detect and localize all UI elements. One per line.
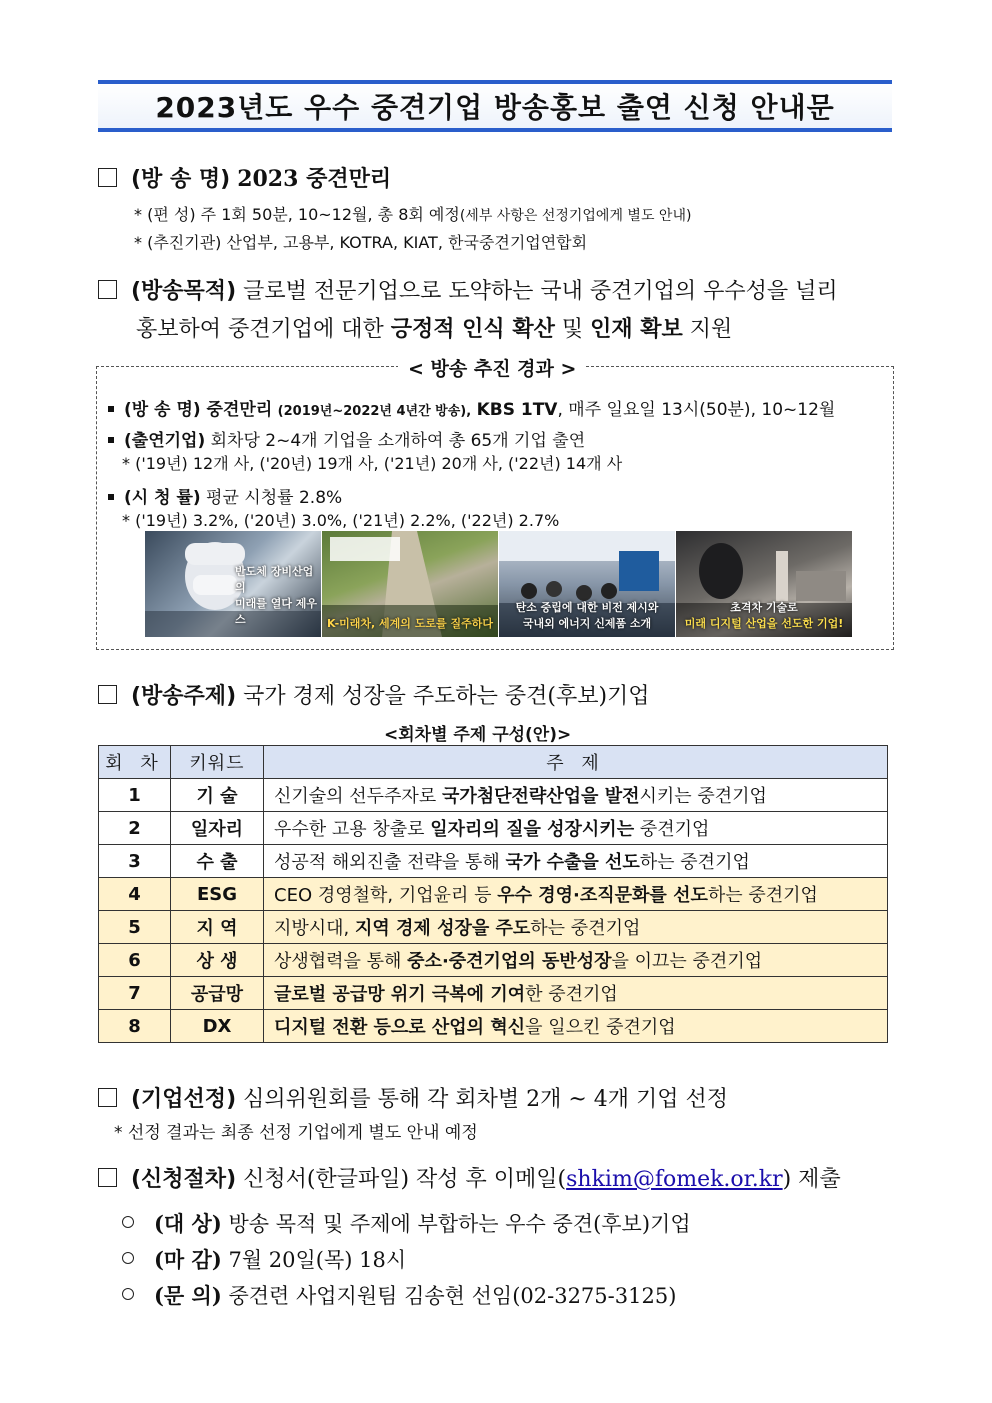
square-bullet-icon: [108, 406, 114, 412]
row-episode: 4: [99, 878, 171, 911]
section-purpose: (방송목적) 글로벌 전문기업으로 도약하는 국내 중견기업의 우수성을 널리: [98, 274, 838, 305]
table-row: [99, 944, 888, 977]
topic-table: [98, 745, 888, 1043]
row-keyword: ESG: [171, 878, 264, 911]
table-row: [99, 812, 888, 845]
circle-bullet-icon: [122, 1216, 134, 1228]
row-topic: 성공적 해외진출 전략을 통해 국가 수출을 선도하는 중견기업: [264, 845, 888, 878]
square-bullet-icon: [108, 437, 114, 443]
broadcast-thumbnail-1: 반도체 장비산업의 미래를 열다 제우스: [145, 531, 321, 637]
row-topic: 신기술의 선두주자로 국가첨단전략산업을 발전시키는 중견기업: [264, 779, 888, 812]
apply-contact: (문 의) 중견련 사업지원팀 김송현 선임(02-3275-3125): [122, 1280, 676, 1310]
table-row: [99, 779, 888, 812]
row-episode: 8: [99, 1010, 171, 1043]
history-companies-detail: * ('19년) 12개 사, ('20년) 19개 사, ('21년) 20개 사, ('22년) 14개 사: [122, 454, 623, 473]
document-title: 2023년도 우수 중견기업 방송홍보 출연 신청 안내문: [155, 91, 835, 124]
row-keyword: 상 생: [171, 944, 264, 977]
checkbox-bullet-icon: [98, 168, 117, 187]
row-topic: 디지털 전환 등으로 산업의 혁신을 일으킨 중견기업: [264, 1010, 888, 1043]
section-selection: (기업선정) 심의위원회를 통해 각 회차별 2개 ~ 4개 기업 선정: [98, 1082, 728, 1113]
program-note-schedule: * (편 성) 주 1회 50분, 10~12월, 총 8회 예정(세부 사항은 선정기업에게 별도 안내): [134, 205, 692, 224]
row-topic: 글로벌 공급망 위기 극복에 기여한 중견기업: [264, 977, 888, 1010]
section-theme: (방송주제) 국가 경제 성장을 주도하는 중견(후보)기업: [98, 679, 650, 710]
row-episode: 6: [99, 944, 171, 977]
row-topic: 지방시대, 지역 경제 성장을 주도하는 중견기업: [264, 911, 888, 944]
header-keyword: 키워드: [171, 746, 264, 779]
square-bullet-icon: [108, 494, 114, 500]
selection-note: * 선정 결과는 최종 선정 기업에게 별도 안내 예정: [114, 1123, 478, 1143]
checkbox-bullet-icon: [98, 685, 117, 704]
row-topic: 상생협력을 통해 중소·중견기업의 동반성장을 이끄는 중견기업: [264, 944, 888, 977]
row-keyword: DX: [171, 1010, 264, 1043]
checkbox-bullet-icon: [98, 280, 117, 299]
program-name: 2023 중견만리: [237, 166, 392, 192]
row-episode: 1: [99, 779, 171, 812]
row-episode: 2: [99, 812, 171, 845]
history-item-companies: (출연기업) 회차당 2~4개 기업을 소개하여 총 65개 기업 출연: [108, 426, 585, 451]
circle-bullet-icon: [122, 1288, 134, 1300]
table-caption: <회차별 주제 구성(안)>: [384, 725, 572, 745]
row-episode: 7: [99, 977, 171, 1010]
history-item-ratings: (시 청 률) 평균 시청률 2.8%: [108, 483, 342, 508]
history-title: < 방송 추진 경과 >: [398, 354, 586, 381]
row-keyword: 일자리: [171, 812, 264, 845]
program-note-agencies: * (추진기관) 산업부, 고용부, KOTRA, KIAT, 한국중견기업연합회: [134, 233, 588, 252]
broadcast-thumbnail-4: 초격차 기술로 미래 디지털 산업을 선도한 기업!: [676, 531, 852, 637]
row-keyword: 기 술: [171, 779, 264, 812]
checkbox-bullet-icon: [98, 1088, 117, 1107]
table-row: [99, 977, 888, 1010]
apply-deadline: (마 감) 7월 20일(목) 18시: [122, 1244, 406, 1274]
row-episode: 3: [99, 845, 171, 878]
broadcast-thumbnail-3: 탄소 중립에 대한 비전 제시와 국내외 에너지 신제품 소개: [499, 531, 675, 637]
header-topic: 주 제: [264, 746, 888, 779]
row-keyword: 공급망: [171, 977, 264, 1010]
purpose-line2: 홍보하여 중견기업에 대한 긍정적 인식 확산 및 인재 확보 지원: [136, 316, 733, 342]
section-program: (방 송 명) 2023 중견만리: [98, 162, 391, 193]
circle-bullet-icon: [122, 1252, 134, 1264]
row-keyword: 지 역: [171, 911, 264, 944]
header-episode: 회 차: [99, 746, 171, 779]
row-keyword: 수 출: [171, 845, 264, 878]
row-episode: 5: [99, 911, 171, 944]
table-row: [99, 1010, 888, 1043]
history-ratings-detail: * ('19년) 3.2%, ('20년) 3.0%, ('21년) 2.2%, ('22년) 2.7%: [122, 511, 560, 530]
broadcast-thumbnail-2: K-미래차, 세계의 도로를 질주하다: [322, 531, 498, 637]
table-row: [99, 878, 888, 911]
row-topic: CEO 경영철학, 기업윤리 등 우수 경영·조직문화를 선도하는 중견기업: [264, 878, 888, 911]
document-title-box: [98, 80, 892, 132]
table-row: [99, 845, 888, 878]
email-link[interactable]: shkim@fomek.or.kr: [566, 1167, 783, 1192]
checkbox-bullet-icon: [98, 1168, 117, 1187]
table-header-row: [99, 746, 888, 779]
apply-target: (대 상) 방송 목적 및 주제에 부합하는 우수 중견(후보)기업: [122, 1208, 691, 1238]
row-topic: 우수한 고용 창출로 일자리의 질을 성장시키는 중견기업: [264, 812, 888, 845]
table-row: [99, 911, 888, 944]
section-apply: (신청절차) 신청서(한글파일) 작성 후 이메일(shkim@fomek.or.kr) 제출: [98, 1162, 841, 1193]
history-item-program: (방 송 명) 중견만리 (2019년~2022년 4년간 방송), KBS 1TV, 매주 일요일 13시(50분), 10~12월: [108, 395, 835, 420]
